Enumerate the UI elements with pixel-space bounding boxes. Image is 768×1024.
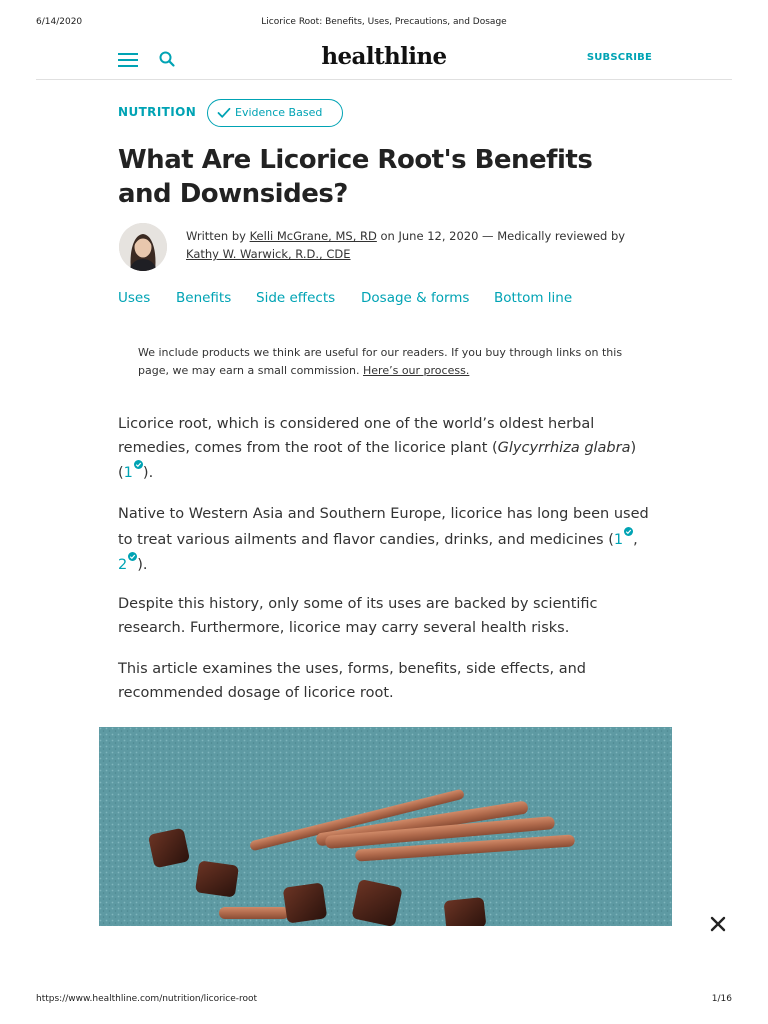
verified-citation-icon	[134, 460, 143, 469]
article-paragraph: Despite this history, only some of its uses are backed by scientific research. Furthermore, licorice may carry several health risks.	[118, 596, 598, 636]
article-paragraph: Native to Western Asia and Southern Europe, licorice has long been used to treat various ailments and flavor candies, drinks, and medicines (1 , 2 ).	[118, 506, 649, 573]
citation-link[interactable]: 2	[118, 557, 128, 573]
toc-link-dosage-forms[interactable]: Dosage & forms	[361, 290, 470, 306]
citation-link[interactable]: 1	[613, 531, 624, 548]
toc-link-side-effects[interactable]: Side effects	[256, 290, 336, 306]
verified-citation-icon	[128, 552, 137, 561]
print-date: 6/14/2020	[36, 17, 83, 27]
verified-citation-icon	[624, 527, 633, 536]
byline-date: on June 12, 2020 — Medically reviewed by	[380, 229, 626, 243]
subscribe-link[interactable]: SUBSCRIBE	[586, 52, 652, 63]
close-icon[interactable]	[709, 915, 727, 933]
hero-image-licorice	[99, 727, 672, 926]
disclosure-text: We include products we think are useful for our readers. If you buy through links on this page, we may earn a small commission.	[138, 346, 623, 377]
print-url: https://www.healthline.com/nutrition/licorice-root	[36, 994, 258, 1004]
print-title: Licorice Root: Benefits, Uses, Precautions, and Dosage	[261, 17, 507, 27]
article-title: What Are Licorice Root's Benefits and Downsides?	[118, 145, 593, 209]
paragraph-text: Licorice root, which is considered one of the world’s oldest herbal remedies, comes from the root of the licorice plant (	[118, 416, 595, 456]
category-link[interactable]: NUTRITION	[118, 105, 197, 119]
evidence-based-label: Evidence Based	[235, 106, 323, 119]
checkmark-icon	[217, 107, 231, 119]
affiliate-disclosure	[138, 344, 638, 380]
print-footer	[36, 994, 732, 1008]
evidence-based-badge[interactable]	[207, 99, 343, 127]
author-link[interactable]: Kelli McGrane, MS, RD	[249, 229, 377, 243]
reviewer-link[interactable]: Kathy W. Warwick, R.D., CDE	[186, 247, 351, 261]
byline	[186, 227, 656, 263]
print-page-number: 1/16	[711, 994, 732, 1004]
paragraph-text: )	[630, 439, 637, 456]
site-logo[interactable]: healthline	[321, 43, 447, 70]
toc-link-benefits[interactable]: Benefits	[176, 290, 232, 306]
article-paragraph: This article examines the uses, forms, benefits, side effects, and recommended dosage of licorice root.	[118, 661, 587, 701]
toc-link-uses[interactable]: Uses	[118, 290, 151, 306]
author-avatar[interactable]	[119, 223, 167, 271]
paragraph-text: Native to Western Asia and Southern Europe, licorice has long been used to treat various ailments and flavor candies, drinks, and medicines (	[118, 506, 649, 548]
scientific-name: Glycyrrhiza glabra	[497, 439, 631, 456]
our-process-link[interactable]: Here’s our process.	[363, 364, 470, 377]
citation-link[interactable]: 1	[123, 465, 133, 481]
print-header	[36, 17, 732, 31]
toc-link-bottom-line[interactable]: Bottom line	[494, 290, 573, 306]
article-paragraph: Licorice root, which is considered one of the world’s oldest herbal remedies, comes from the root of the licorice plant (Glycyrrhiza glabra) (1 ).	[118, 416, 637, 481]
byline-written-by: Written by	[186, 229, 246, 243]
site-header	[36, 40, 732, 80]
